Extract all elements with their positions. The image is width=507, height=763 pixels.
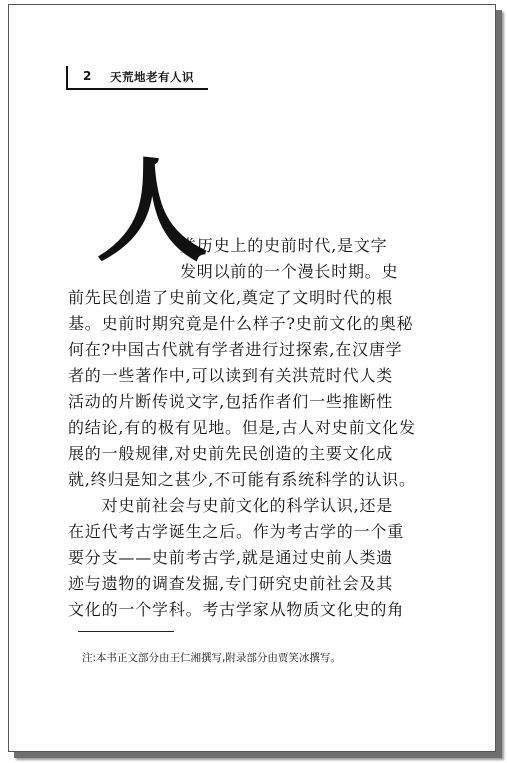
text-line: 的结论,有的极有见地。但是,古人对史前文化发 xyxy=(68,418,416,437)
text-line: 前先民创造了史前文化,奠定了文明时代的根 xyxy=(68,288,394,307)
book-title: 天荒地老有人识 xyxy=(110,70,194,84)
drop-cap: 人 xyxy=(96,147,208,277)
text-line: 类历史上的史前时代,是文字 xyxy=(180,236,388,255)
text-line: 基。史前时期究竟是什么样子?史前文化的奥秘 xyxy=(68,314,414,333)
text-line: 迹与遗物的调查发掘,专门研究史前社会及其 xyxy=(68,574,394,593)
text-line: 要分支——史前考古学,就是通过史前人类遗 xyxy=(68,548,394,567)
text-line: 文化的一个学科。考古学家从物质文化史的角 xyxy=(68,600,405,619)
page-number: 2 xyxy=(83,69,92,83)
running-header xyxy=(66,66,208,90)
text-line: 何在?中国古代就有学者进行过探索,在汉唐学 xyxy=(68,340,403,359)
text-line: 展的一般规律,对史前先民创造的主要文化成 xyxy=(68,444,394,463)
footnote-divider xyxy=(78,631,174,632)
text-line: 者的一些著作中,可以读到有关洪荒时代人类 xyxy=(68,366,394,385)
text-line: 发明以前的一个漫长时期。史 xyxy=(180,262,399,281)
header-bar xyxy=(66,66,68,88)
text-line: 对史前社会与史前文化的科学认识,还是 xyxy=(68,496,394,515)
text-line: 活动的片断传说文字,包括作者们一些推断性 xyxy=(68,392,394,411)
text-line: 就,终归是知之甚少,不可能有系统科学的认识。 xyxy=(68,470,416,489)
footnote: 注:本书正文部分由王仁湘撰写,附录部分由贾笑冰撰写。 xyxy=(82,652,341,664)
text-line: 在近代考古学诞生之后。作为考古学的一个重 xyxy=(68,522,405,541)
